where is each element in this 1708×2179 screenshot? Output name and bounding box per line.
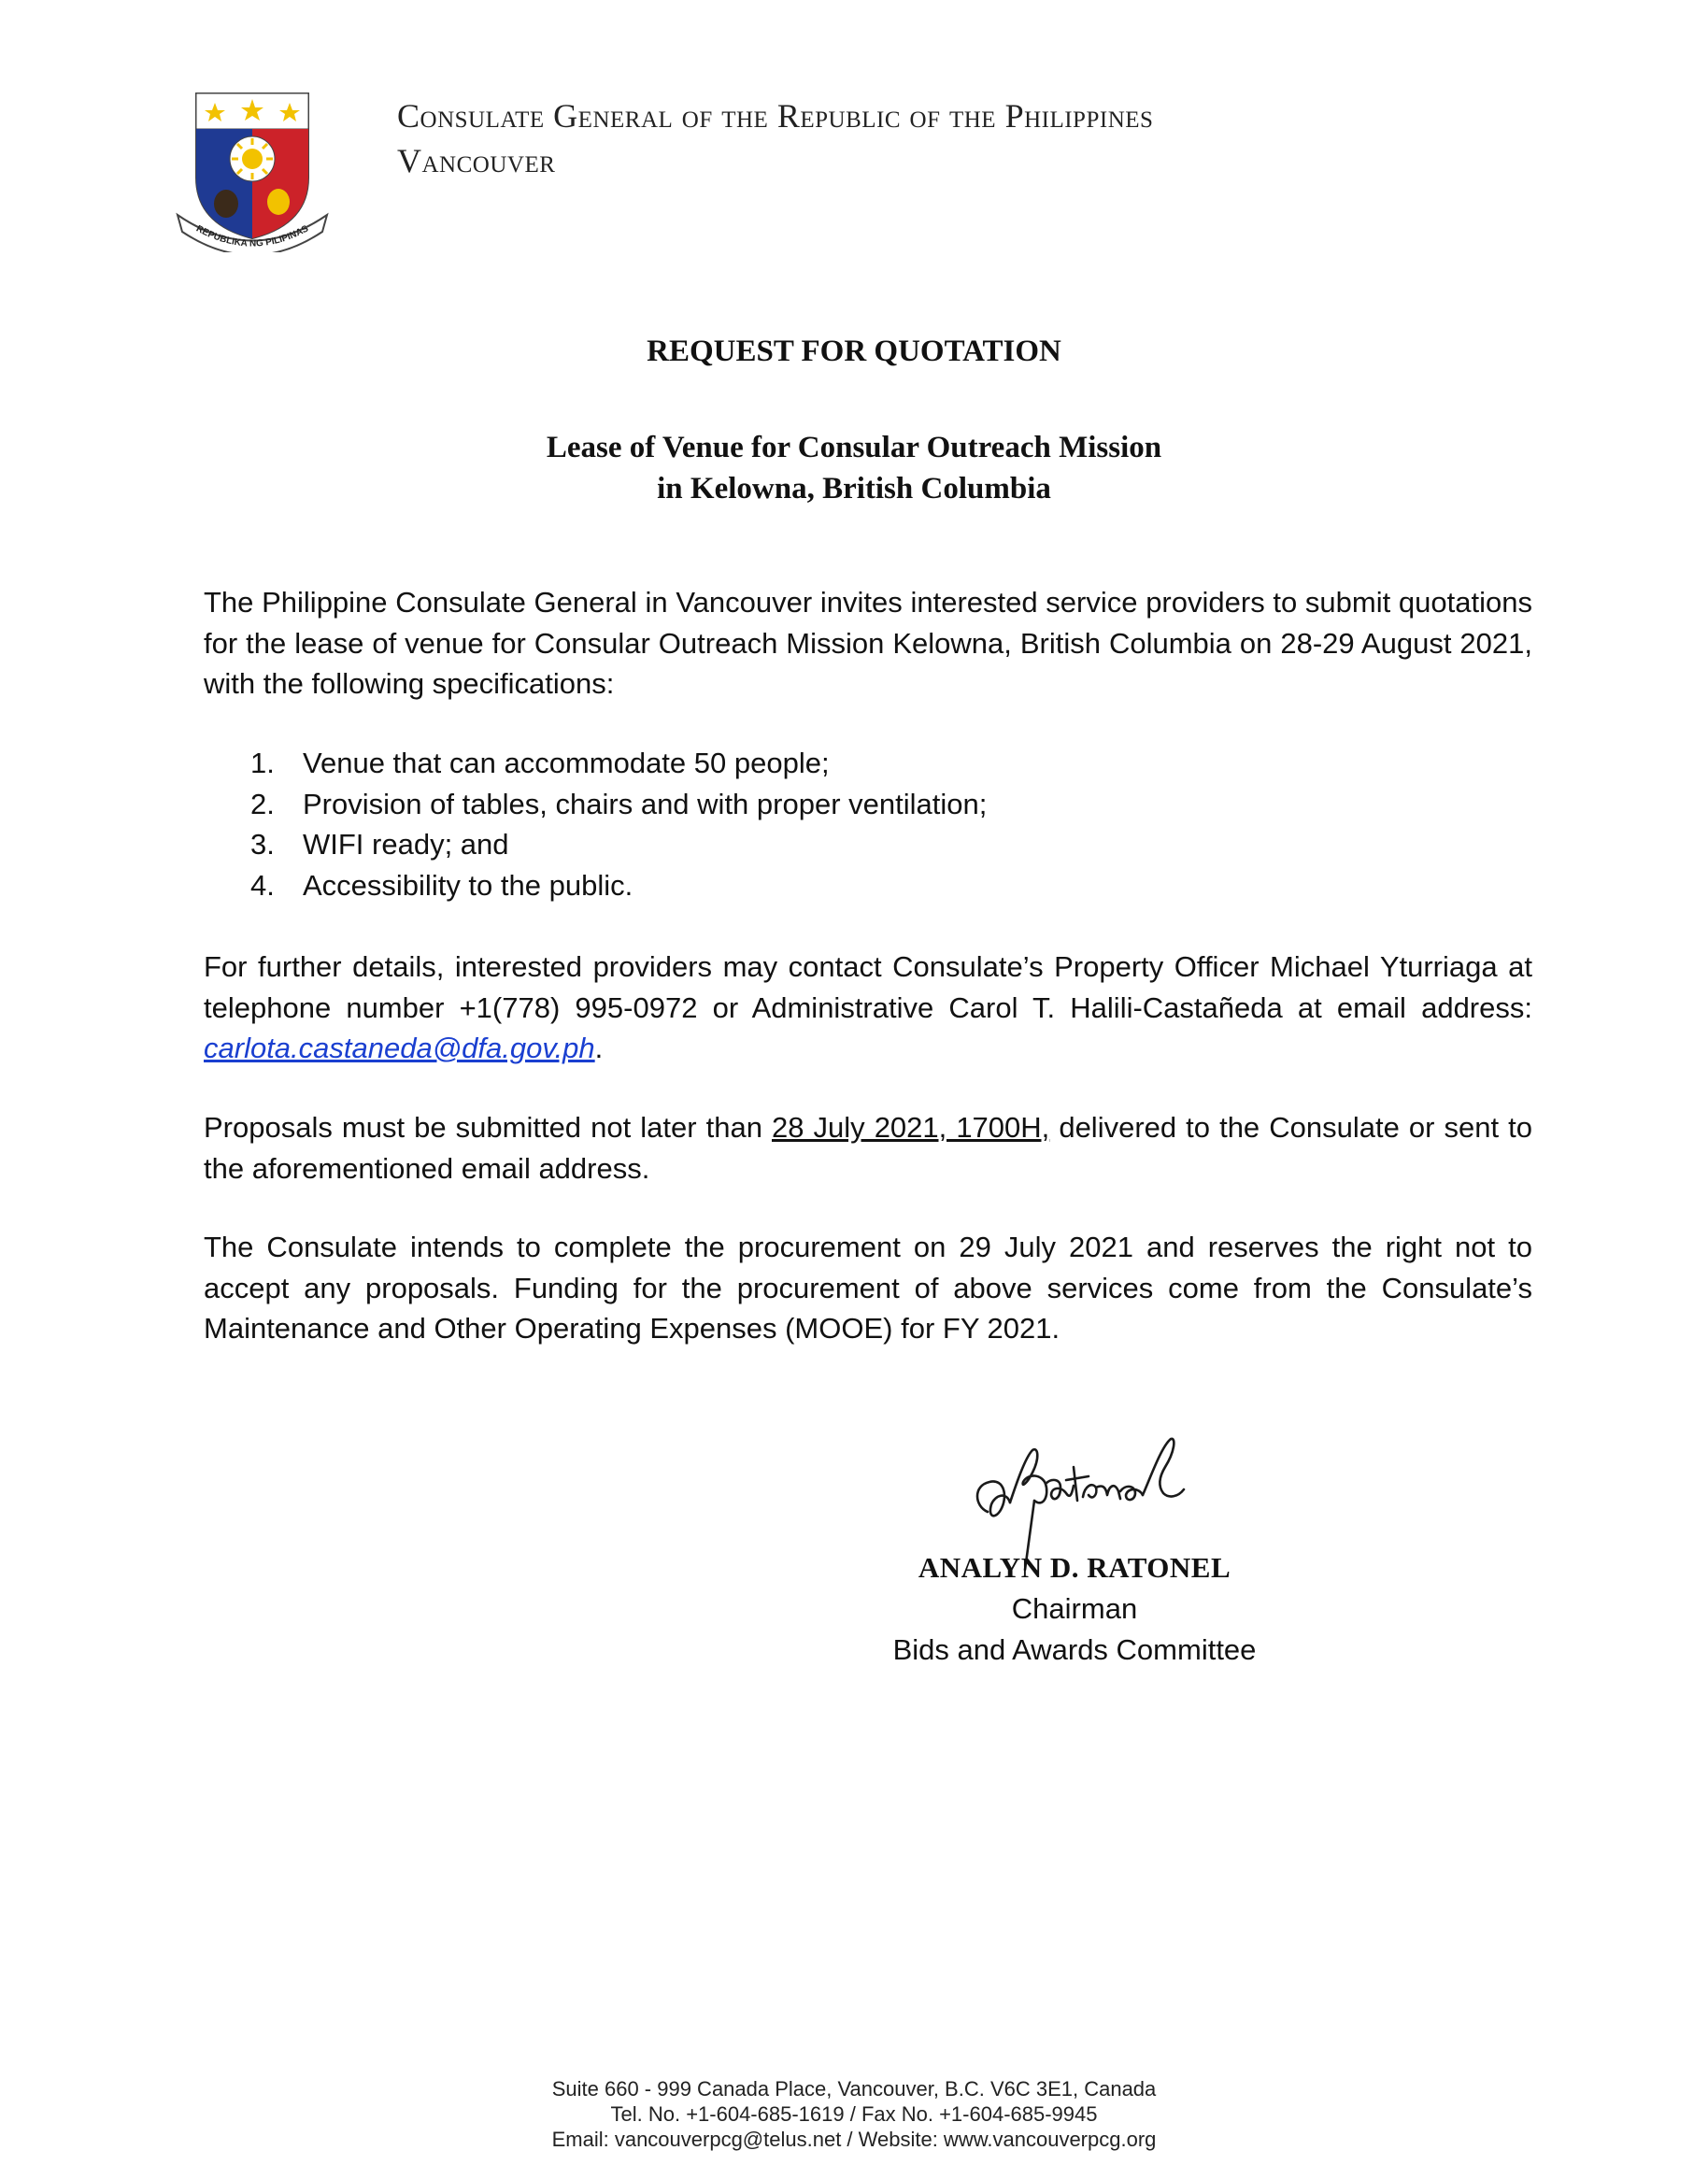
seal-ribbon-text: REPUBLIKA NG PILIPINAS xyxy=(193,223,311,249)
list-item-text: Provision of tables, chairs and with proper ventilation; xyxy=(303,787,988,820)
list-item xyxy=(250,824,987,865)
deadline-text-after: delivered to the Consulate or sent to the aforementioned email address. xyxy=(204,1111,1532,1185)
contact-paragraph xyxy=(204,947,1532,1069)
signatory-title: Chairman xyxy=(1011,1592,1138,1625)
list-item-number: 4. xyxy=(250,868,275,902)
contact-text: For further details, interested providers may contact Consulate’s Property Officer Michael Yturriaga at telephone number +1(778) 995-0972 or Administrative Carol T. Halili-Castañeda at email address: xyxy=(204,950,1532,1024)
deadline-date: 28 July 2021, 1700H, xyxy=(771,1111,1050,1144)
office-name: Consulate General of the Republic of the Philippines xyxy=(397,97,1154,135)
philippine-coat-of-arms-seal xyxy=(168,65,336,252)
office-header xyxy=(397,93,1153,183)
list-item-number: 2. xyxy=(250,787,275,820)
signatory-block xyxy=(841,1547,1308,1671)
document-subject xyxy=(0,427,1708,509)
footer-phones: Tel. No. +1-604-685-1619 / Fax No. +1-604-685-9945 xyxy=(610,2102,1098,2126)
contact-email-link[interactable]: carlota.castaneda@dfa.gov.ph xyxy=(204,1032,595,1064)
office-city: Vancouver xyxy=(397,142,556,179)
signatory-committee: Bids and Awards Committee xyxy=(892,1633,1257,1666)
specifications-list xyxy=(250,743,987,905)
document-title: REQUEST FOR QUOTATION xyxy=(647,335,1061,368)
subject-line-2: in Kelowna, British Columbia xyxy=(657,472,1051,506)
list-item-text: Accessibility to the public. xyxy=(303,868,633,902)
list-item xyxy=(250,784,987,825)
list-item-number: 1. xyxy=(250,747,275,779)
signatory-name: ANALYN D. RATONEL xyxy=(918,1551,1231,1584)
list-item-number: 3. xyxy=(250,828,275,861)
list-item xyxy=(250,743,987,784)
contact-end: . xyxy=(594,1032,604,1064)
closing-paragraph: The Consulate intends to complete the procurement on 29 July 2021 and reserves the right not to accept any proposals. Funding for the procurement of above services come from the Consulate’s Maintenance and Other Operating Expenses (MOOE) for FY 2021. xyxy=(204,1231,1532,1345)
subject-line-1: Lease of Venue for Consular Outreach Mission xyxy=(546,431,1162,464)
deadline-text-before: Proposals must be submitted not later than xyxy=(204,1111,772,1144)
list-item-text: WIFI ready; and xyxy=(303,828,509,861)
footer-address: Suite 660 - 999 Canada Place, Vancouver, B.C. V6C 3E1, Canada xyxy=(551,2077,1157,2101)
footer-contact: Email: vancouverpcg@telus.net / Website: www.vancouverpcg.org xyxy=(551,2128,1157,2151)
list-item xyxy=(250,865,987,906)
list-item-text: Venue that can accommodate 50 people; xyxy=(303,747,830,779)
page-footer xyxy=(0,2076,1708,2152)
deadline-paragraph xyxy=(204,1107,1532,1189)
intro-paragraph: The Philippine Consulate General in Vancouver invites interested service providers to submit quotations for the lease of venue for Consular Outreach Mission Kelowna, British Columbia on 28-29 August 2021, with the following specifications: xyxy=(204,586,1532,700)
